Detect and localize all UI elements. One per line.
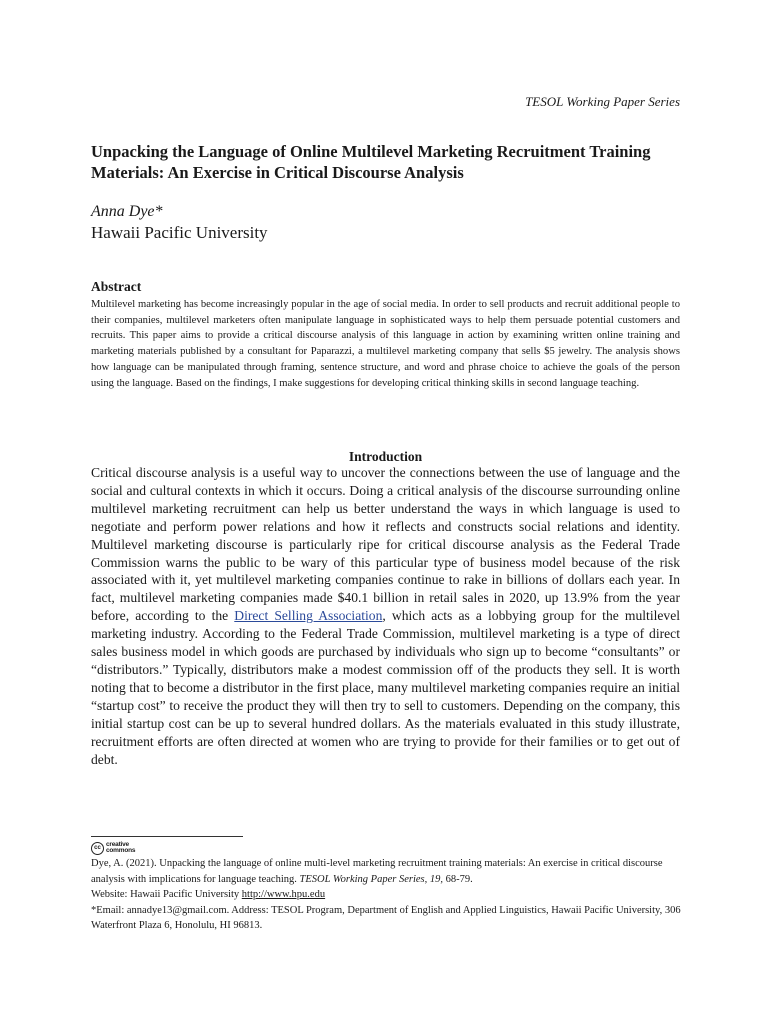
footnote-divider (91, 836, 243, 837)
abstract-heading: Abstract (91, 279, 142, 294)
paper-title: Unpacking the Language of Online Multilevel Marketing Recruitment Training Materials: An Exercise in Critical Discourse Analysis (91, 142, 651, 182)
creative-commons-icon: cc (91, 842, 104, 855)
author-name: Anna Dye* (91, 203, 163, 220)
website-label: Website: Hawaii Pacific University (91, 889, 242, 901)
introduction-body (91, 464, 680, 768)
footnote (91, 856, 691, 934)
citation-text: Dye, A. (2021). Unpacking the language of online multi-level marketing recruitment training materials: An exercise in critical discourse analysis with implications for language teaching. (91, 858, 663, 885)
series-header: TESOL Working Paper Series (525, 94, 680, 109)
website-line (91, 887, 691, 903)
citation-journal: TESOL Working Paper Series, 19, (299, 873, 444, 885)
abstract-body: Multilevel marketing has become increasingly popular in the age of social media. In order to sell products and recruit additional people to their companies, multilevel marketers often manipulate language in sophisticated ways to help them persuade potential customers and recruits. This paper aims to provide a critical discourse analysis of this language in action by examining written online training and marketing materials published by a consultant for Paparazzi, a multilevel marketing company that sells $5 jewelry. The analysis shows how language can be manipulated through framing, sentence structure, and word and phrase choice to achieve the goals of the person using the language. Based on the findings, I make suggestions for developing critical thinking skills in second language teaching. (91, 299, 680, 389)
creative-commons-wordmark (106, 842, 135, 854)
intro-text-part1: Critical discourse analysis is a useful way to uncover the connections between the use of language and the social and cultural contexts in which it occurs. Doing a critical analysis of the discourse surrounding online multilevel marketing recruitment can help us better understand the ways in which language is used to negotiate and perform power relations and how it reflects and constructs social relations and identity. Multilevel marketing discourse is particularly ripe for critical discourse analysis as the Federal Trade Commission warns the public to be wary of this particular type of business model because of the risk associated with it, yet multilevel marketing companies continue to rake in billions of dollars each year. In fact, multilevel marketing companies made $40.1 billion in retail sales in 2020, up 13.9% from the year before, according to the (91, 465, 680, 624)
website-link[interactable]: http://www.hpu.edu (241, 889, 326, 901)
intro-text-part2: , which acts as a lobbying group for the multilevel marketing industry. According to the Federal Trade Commission, multilevel marketing is a type of direct sales business model in which goods are purchased by individuals who sign up to become “consultants” or “distributors.” Typically, distributors make a modest commission off of the products they sell. It is worth noting that to become a distributor in the first place, many multilevel marketing companies require an initial “startup cost” to receive the product they will then try to sell to customers. Depending on the company, this initial startup cost can be up to several hundred dollars. As the materials evaluated in this study illustrate, recruitment efforts are often directed at women who are trying to provide for their families or to get out of debt. (91, 608, 681, 767)
cc-wordmark-line1: creative (106, 841, 129, 848)
cc-wordmark-line2: commons (106, 847, 136, 854)
introduction-heading: Introduction (348, 449, 423, 464)
direct-selling-association-link[interactable]: Direct Selling Association (234, 608, 383, 624)
contact-info: *Email: annadye13@gmail.com. Address: TESOL Program, Department of English and Applied Linguistics, Hawaii Pacific University, 306 Waterfront Plaza 6, Honolulu, HI 96813. (91, 904, 681, 932)
author-affiliation: Hawaii Pacific University (91, 223, 268, 242)
creative-commons-logo (91, 841, 135, 855)
citation-pages: 68-79. (443, 873, 473, 885)
citation (91, 856, 691, 887)
